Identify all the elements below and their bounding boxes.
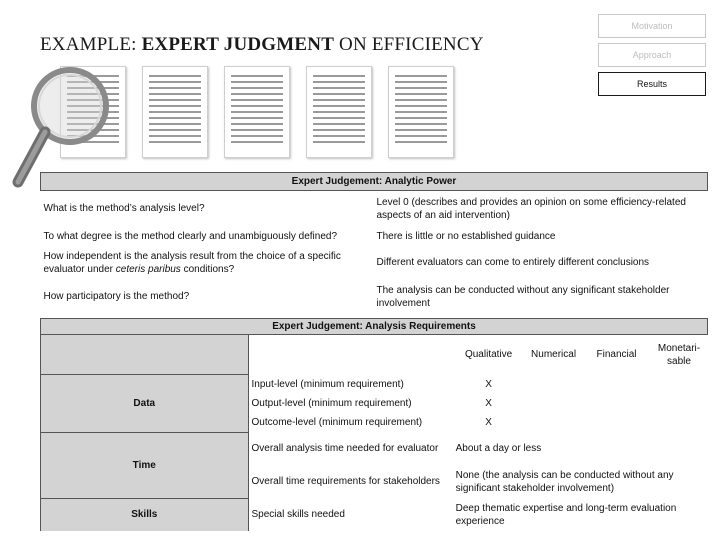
page-title: EXAMPLE: EXPERT JUDGMENT ON EFFICIENCY — [40, 34, 484, 55]
corner-cell — [248, 335, 453, 375]
mark-cell: X — [485, 417, 492, 428]
category-time: Time — [41, 433, 249, 499]
row-label: Special skills needed — [248, 499, 453, 531]
analytic-power-header: Expert Judgement: Analytic Power — [41, 173, 708, 191]
table-row — [41, 279, 708, 315]
value-cell: None (the analysis can be conducted without any significant stakeholder involvement) — [455, 469, 674, 494]
column-qualitative: Qualitative — [464, 349, 513, 361]
analysis-requirements-table — [40, 318, 708, 531]
answer-cell: Level 0 (describes and provides an opinion on some efficiency-related aspects of an aid intervention) — [376, 196, 686, 221]
row-label: Overall analysis time needed for evaluator — [248, 433, 453, 465]
row-label: Outcome-level (minimum requirement) — [248, 413, 453, 433]
question-cell: How participatory is the method? — [43, 291, 190, 302]
question-cell: What is the method’s analysis level? — [43, 203, 205, 215]
answer-cell: Different evaluators can come to entirely different conclusions — [376, 257, 650, 268]
row-label: Overall time requirements for stakeholders — [248, 465, 453, 499]
answer-cell: The analysis can be conducted without any significant stakeholder involvement — [376, 284, 670, 309]
nav-results[interactable]: Results — [598, 72, 706, 96]
column-numerical: Numerical — [531, 349, 577, 361]
category-skills: Skills — [41, 499, 249, 531]
document-thumbnail — [388, 66, 454, 158]
value-cell: Deep thematic expertise and long-term evaluation experience — [455, 502, 677, 527]
table-row — [41, 247, 708, 279]
column-monetarisable: Monetari- sable — [657, 342, 701, 367]
mark-cell: X — [485, 378, 492, 390]
question-cell: How independent is the analysis result from the choice of a specific evaluator under ceteris paribus conditions? — [43, 250, 341, 275]
table-row — [41, 499, 708, 531]
column-financial: Financial — [596, 349, 637, 361]
column-header-row — [41, 335, 708, 375]
table-row — [41, 375, 708, 394]
analysis-requirements-header: Expert Judgement: Analysis Requirements — [41, 319, 708, 335]
document-thumbnail — [306, 66, 372, 158]
table-row — [41, 227, 708, 247]
answer-cell: There is little or no established guidance — [376, 231, 556, 242]
row-label: Output-level (minimum requirement) — [248, 394, 453, 413]
mark-cell: X — [485, 397, 492, 409]
value-cell: About a day or less — [455, 443, 542, 454]
nav-motivation[interactable]: Motivation — [598, 14, 706, 38]
corner-cell — [41, 335, 249, 375]
category-data: Data — [41, 375, 249, 433]
row-label: Input-level (minimum requirement) — [248, 375, 453, 394]
document-thumbnail — [142, 66, 208, 158]
document-thumbnail — [224, 66, 290, 158]
table-row — [41, 433, 708, 465]
nav-approach[interactable]: Approach — [598, 43, 706, 67]
question-cell: To what degree is the method clearly and unambiguously defined? — [43, 231, 338, 242]
table-row — [41, 191, 708, 227]
analytic-power-table — [40, 172, 708, 315]
